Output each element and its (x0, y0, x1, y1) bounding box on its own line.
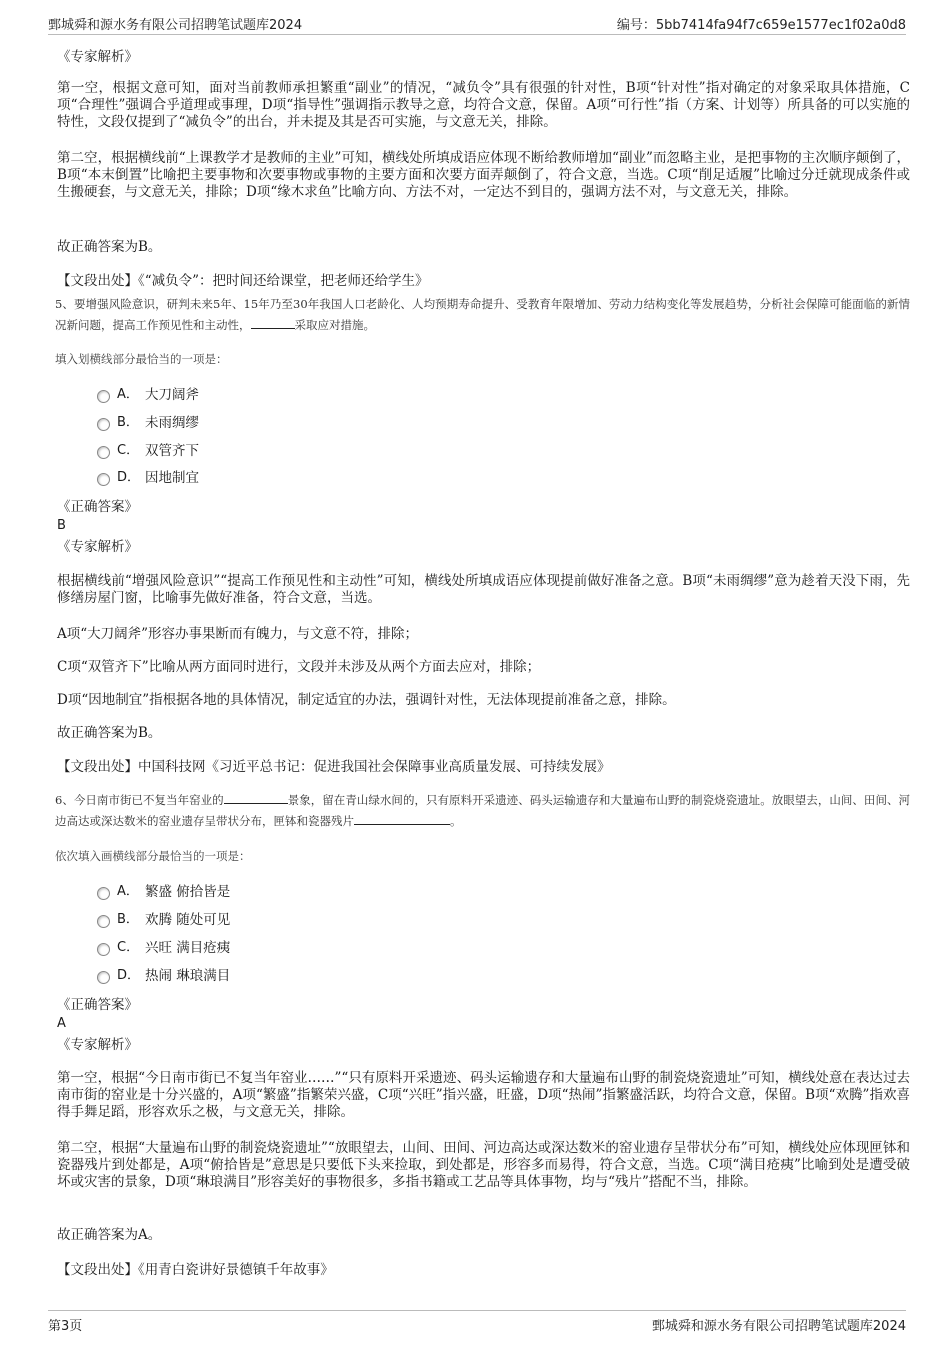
radio-button[interactable] (97, 418, 110, 431)
correct-answer-title: 《正确答案》 (57, 499, 138, 515)
correct-answer-value: A (57, 1016, 66, 1031)
question-stem-part: 景象，留在青山绿水间的，只有原料开采遗迹、码头运输遗存和大量遍布山野的制瓷烧瓷遗址。放眼望去，山间、田间、河边高达或深达数米的窑业遗存呈带状分布，匣钵和瓷器残片 (55, 793, 910, 828)
option-text: 兴旺 满目疮痍 (145, 940, 231, 956)
option-label: D． (117, 968, 141, 983)
source-citation: 【文段出处】《用青白瓷讲好景德镇千年故事》 (57, 1262, 334, 1278)
fill-blank (251, 316, 295, 329)
page-footer (48, 1310, 906, 1335)
option-label: C． (117, 443, 140, 458)
option-text: 未雨绸缪 (145, 415, 199, 431)
source-citation: 【文段出处】《“减负令”：把时间还给课堂，把老师还给学生》 (57, 273, 429, 289)
page-number: 第3页 (48, 1319, 83, 1334)
analysis-paragraph: 根据横线前“增强风险意识”“提高工作预见性和主动性”可知，横线处所填成语应体现提前做好准备之意。B项“未雨绸缪”意为趁着天没下雨，先修缮房屋门窗，比喻事先做好准备，符合文意，当选。 (57, 573, 910, 606)
radio-button[interactable] (97, 473, 110, 486)
answer-conclusion: 故正确答案为A。 (57, 1227, 162, 1243)
analysis-paragraph: 第二空，根据“大量遍布山野的制瓷烧瓷遗址”“放眼望去，山间、田间、河边高达或深达数米的窑业遗存呈带状分布”可知，横线处应体现匣钵和瓷器残片到处都是，A项“俯拾皆是”意思是只要低下头来捡取，到处都是，形容多而易得，符合文意，当选。C项“满目疮痍”比喻到处是遭受破坏或灾害的景象，D项“琳琅满目”形容美好的事物很多，多指书籍或工艺品等具体事物，均与“残片”搭配不当，排除。 (57, 1140, 910, 1190)
fill-blank (224, 791, 288, 804)
analysis-paragraph: 第一空，根据文意可知，面对当前教师承担繁重“副业”的情况，“减负令”具有很强的针对性，B项“针对性”指对确定的对象采取具体措施，C项“合理性”强调合乎道理或事理，D项“指导性”强调指示教导之意，均符合文意，保留。A项“可行性”指（方案、计划等）所具备的可以实施的特性，文段仅提到了“减负令”的出台，并未提及其是否可实施，与文意无关，排除。 (57, 80, 910, 130)
radio-button[interactable] (97, 971, 110, 984)
radio-button[interactable] (97, 915, 110, 928)
fill-blank (354, 812, 450, 825)
expert-analysis-title: 《专家解析》 (57, 1037, 138, 1053)
option-text: 大刀阔斧 (145, 387, 199, 403)
option-text: 因地制宜 (145, 470, 199, 486)
radio-button[interactable] (97, 390, 110, 403)
answer-conclusion: 故正确答案为B。 (57, 239, 162, 255)
analysis-paragraph: A项“大刀阔斧”形容办事果断而有魄力，与文意不符，排除； (57, 626, 419, 642)
expert-analysis-title: 《专家解析》 (57, 539, 138, 555)
option-label: C． (117, 940, 140, 955)
analysis-paragraph: C项“双管齐下”比喻从两方面同时进行，文段并未涉及从两个方面去应对，排除； (57, 659, 541, 675)
analysis-paragraph: 第一空，根据“今日南市街已不复当年窑业……”“只有原料开采遗迹、码头运输遗存和大量遍布山野的制瓷烧瓷遗址”可知，横线处意在表达过去南市街的窑业是十分兴盛的，A项“繁盛”指繁荣兴盛，C项“兴旺”指兴盛，旺盛，D项“热闹”指繁盛活跃，均符合文意，保留。B项“欢腾”指欢喜得手舞足蹈，形容欢乐之极，与文意无关，排除。 (57, 1070, 910, 1120)
radio-button[interactable] (97, 446, 110, 459)
option-text: 繁盛 俯拾皆是 (145, 884, 231, 900)
expert-analysis-title: 《专家解析》 (57, 49, 138, 65)
question-stem-part: 。 (450, 814, 462, 828)
answer-conclusion: 故正确答案为B。 (57, 725, 162, 741)
option-text: 热闹 琳琅满目 (145, 968, 231, 984)
option-label: B． (117, 912, 139, 927)
question-stem (55, 790, 910, 832)
header-doc-id: 编号：5bb7414fa94f7c659e1577ec1f02a0d8 (616, 18, 906, 33)
option-text: 欢腾 随处可见 (145, 912, 231, 928)
option-label: A． (117, 884, 139, 899)
question-stem-part: 采取应对措施。 (294, 318, 375, 332)
source-citation: 【文段出处】中国科技网《习近平总书记：促进我国社会保障事业高质量发展、可持续发展》 (57, 759, 611, 775)
correct-answer-value: B (57, 518, 66, 533)
page-header (48, 12, 906, 35)
question-instruction: 依次填入画横线部分最恰当的一项是： (55, 849, 251, 863)
option-label: D． (117, 470, 141, 485)
correct-answer-title: 《正确答案》 (57, 997, 138, 1013)
header-title: 鄄城舜和源水务有限公司招聘笔试题库2024 (48, 18, 303, 33)
analysis-paragraph: D项“因地制宜”指根据各地的具体情况，制定适宜的办法，强调针对性，无法体现提前准备之意，排除。 (57, 692, 676, 708)
question-instruction: 填入划横线部分最恰当的一项是： (55, 352, 228, 366)
question-stem-part: 6、今日南市街已不复当年窑业的 (55, 793, 224, 807)
question-stem (55, 294, 910, 336)
footer-title: 鄄城舜和源水务有限公司招聘笔试题库2024 (651, 1319, 906, 1334)
radio-button[interactable] (97, 887, 110, 900)
question-stem-part: 5、要增强风险意识，研判未来5年、15年乃至30年我国人口老龄化、人均预期寿命提升、受教育年限增加、劳动力结构变化等发展趋势，分析社会保障可能面临的新情况新问题，提高工作预见性和主动性， (55, 297, 910, 332)
option-label: B． (117, 415, 139, 430)
radio-button[interactable] (97, 943, 110, 956)
option-label: A． (117, 387, 139, 402)
option-text: 双管齐下 (145, 443, 199, 459)
analysis-paragraph: 第二空，根据横线前“上课教学才是教师的主业”可知，横线处所填成语应体现不断给教师增加“副业”而忽略主业，是把事物的主次顺序颠倒了，B项“本末倒置”比喻把主要事物和次要事物或事物的主要方面和次要方面弄颠倒了，符合文意，当选。C项“削足适履”比喻过分迁就现成条件或生搬硬套，与文意无关，排除；D项“缘木求鱼”比喻方向、方法不对，一定达不到目的，强调方法不对，与文意无关，排除。 (57, 150, 910, 200)
